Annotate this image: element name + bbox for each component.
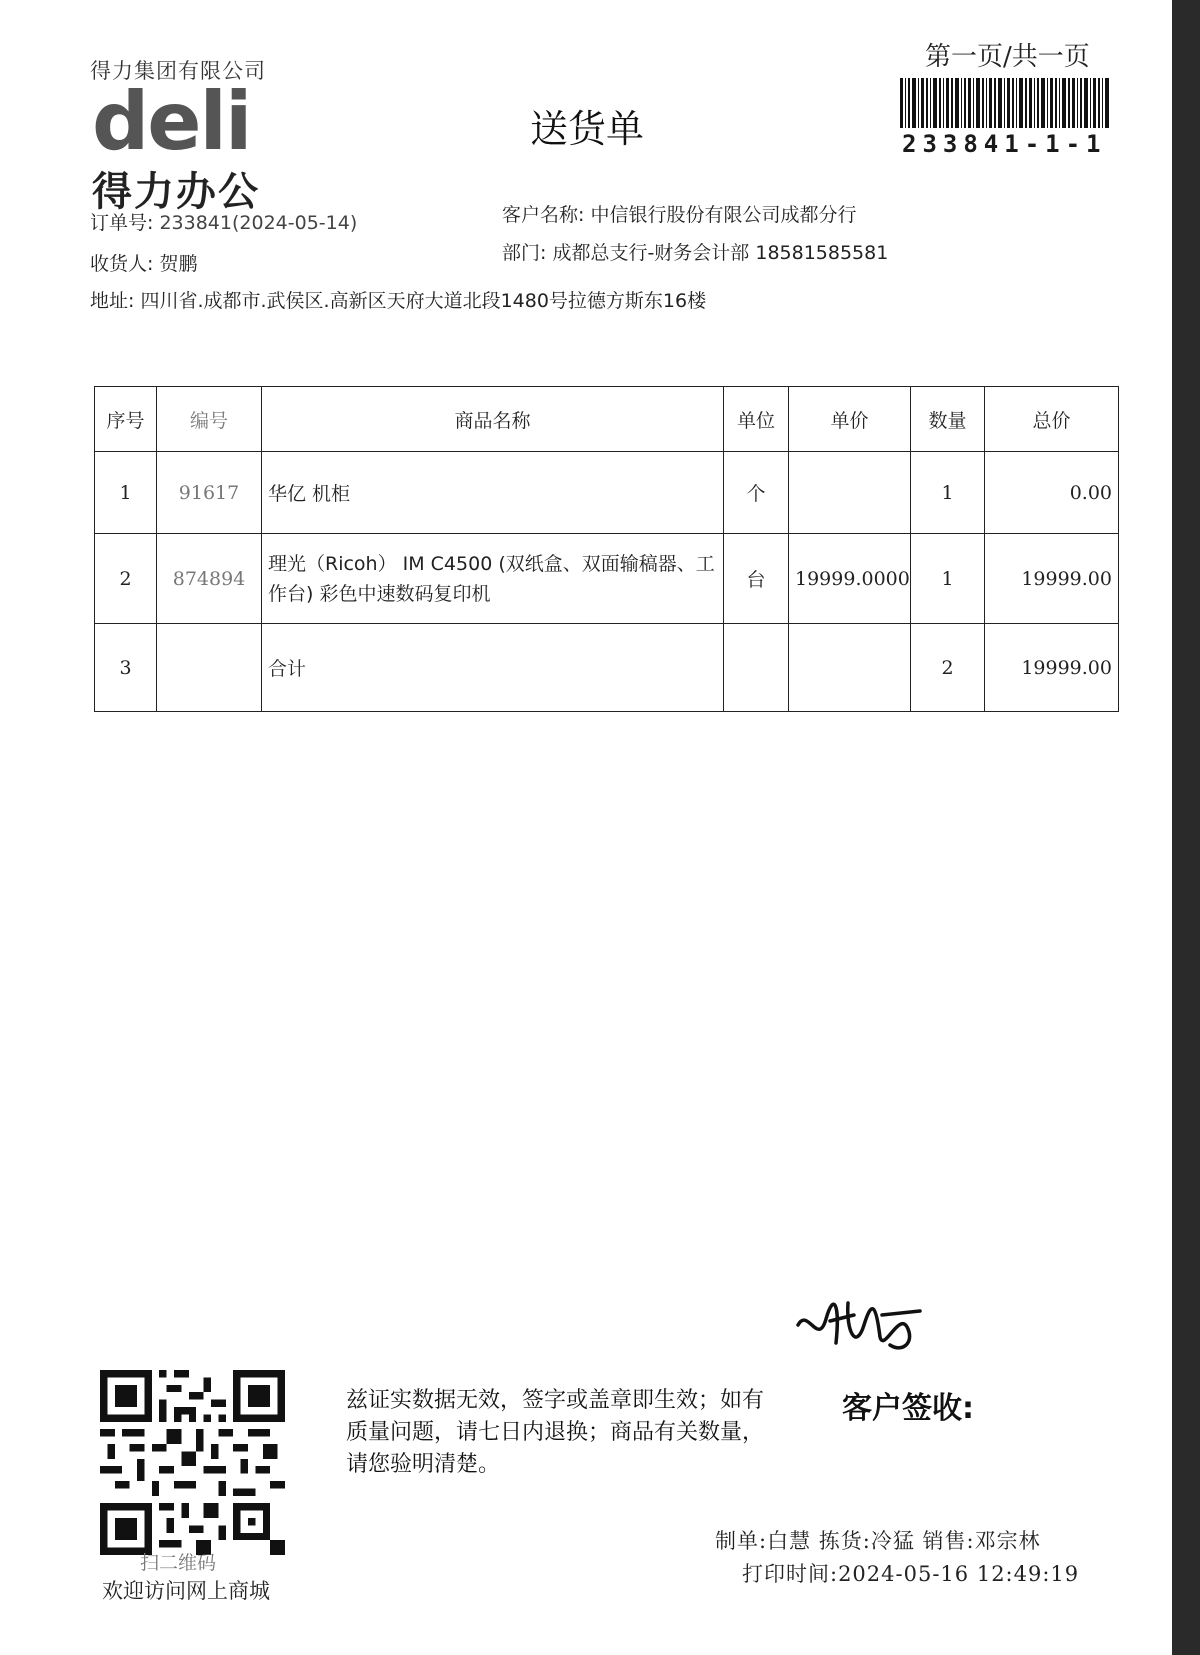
- address-label: 地址:: [90, 290, 135, 312]
- cell-name: 理光（Ricoh） IM C4500 (双纸盒、双面输稿器、工作台) 彩色中速数码复印机: [262, 534, 724, 624]
- order-label: 订单号:: [90, 212, 154, 234]
- header-price: 单价: [789, 387, 911, 452]
- header-code: 编号: [157, 387, 262, 452]
- page-info: 第一页/共一页: [925, 42, 1090, 72]
- table-row: [95, 452, 1119, 534]
- qr-code-icon: [100, 1370, 285, 1555]
- document-title: 送货单: [530, 107, 645, 151]
- cell-unit: 台: [724, 534, 789, 624]
- qr-caption-welcome: 欢迎访问网上商城: [102, 1579, 270, 1603]
- logo-subtitle: 得力办公: [92, 169, 260, 215]
- customer-sign-label: 客户签收:: [842, 1391, 974, 1426]
- barcode-icon: [900, 78, 1110, 128]
- customer-label: 客户名称:: [502, 204, 585, 226]
- order-number: [90, 208, 357, 235]
- table-row-total: [95, 624, 1119, 712]
- receiver-value: 贺鹏: [159, 253, 198, 275]
- cell-seq: 3: [95, 624, 157, 712]
- print-time: 打印时间:2024-05-16 12:49:19: [742, 1562, 1080, 1586]
- cell-code: [157, 624, 262, 712]
- department: [502, 238, 888, 265]
- cell-qty: 1: [911, 452, 985, 534]
- staff-info: 制单:白慧 拣货:冷猛 销售:邓宗林: [715, 1529, 1041, 1553]
- cell-total: 19999.00: [985, 534, 1119, 624]
- deli-logo: deli: [92, 75, 251, 168]
- cell-seq: 2: [95, 534, 157, 624]
- table-row: [95, 534, 1119, 624]
- receiver: [90, 249, 197, 276]
- header-total: 总价: [985, 387, 1119, 452]
- header-name: 商品名称: [262, 387, 724, 452]
- cell-qty: 1: [911, 534, 985, 624]
- signature-icon: [790, 1285, 930, 1365]
- header-qty: 数量: [911, 387, 985, 452]
- header-seq: 序号: [95, 387, 157, 452]
- qr-caption-scan: 扫二维码: [140, 1552, 217, 1574]
- cell-price: 19999.0000: [789, 534, 911, 624]
- cell-price: [789, 452, 911, 534]
- cell-seq: 1: [95, 452, 157, 534]
- cell-price: [789, 624, 911, 712]
- notice-text: 兹证实数据无效，签字或盖章即生效；如有质量问题，请七日内退换；商品有关数量，请您验明清楚。: [346, 1388, 765, 1477]
- cell-name: 合计: [262, 624, 724, 712]
- scan-edge: [1172, 0, 1200, 1655]
- cell-name: 华亿 机柜: [262, 452, 724, 534]
- header-unit: 单位: [724, 387, 789, 452]
- receiver-label: 收货人:: [90, 253, 154, 275]
- address: [90, 286, 706, 313]
- company-name: 得力集团有限公司: [90, 59, 266, 83]
- department-value: 成都总支行-财务会计部 18581585581: [552, 242, 889, 264]
- cell-total: 0.00: [985, 452, 1119, 534]
- cell-code: 874894: [157, 534, 262, 624]
- cell-unit: [724, 624, 789, 712]
- cell-total: 19999.00: [985, 624, 1119, 712]
- department-label: 部门:: [502, 242, 547, 264]
- address-value: 四川省.成都市.武侯区.高新区天府大道北段1480号拉德方斯东16楼: [140, 290, 707, 312]
- cell-qty: 2: [911, 624, 985, 712]
- cell-code: 91617: [157, 452, 262, 534]
- customer: [502, 200, 856, 227]
- table-header-row: [95, 387, 1119, 452]
- goods-table: [94, 386, 1118, 712]
- customer-value: 中信银行股份有限公司成都分行: [590, 204, 857, 226]
- barcode-number: 233841-1-1: [902, 130, 1107, 158]
- cell-unit: 个: [724, 452, 789, 534]
- order-value: 233841(2024-05-14): [159, 212, 358, 234]
